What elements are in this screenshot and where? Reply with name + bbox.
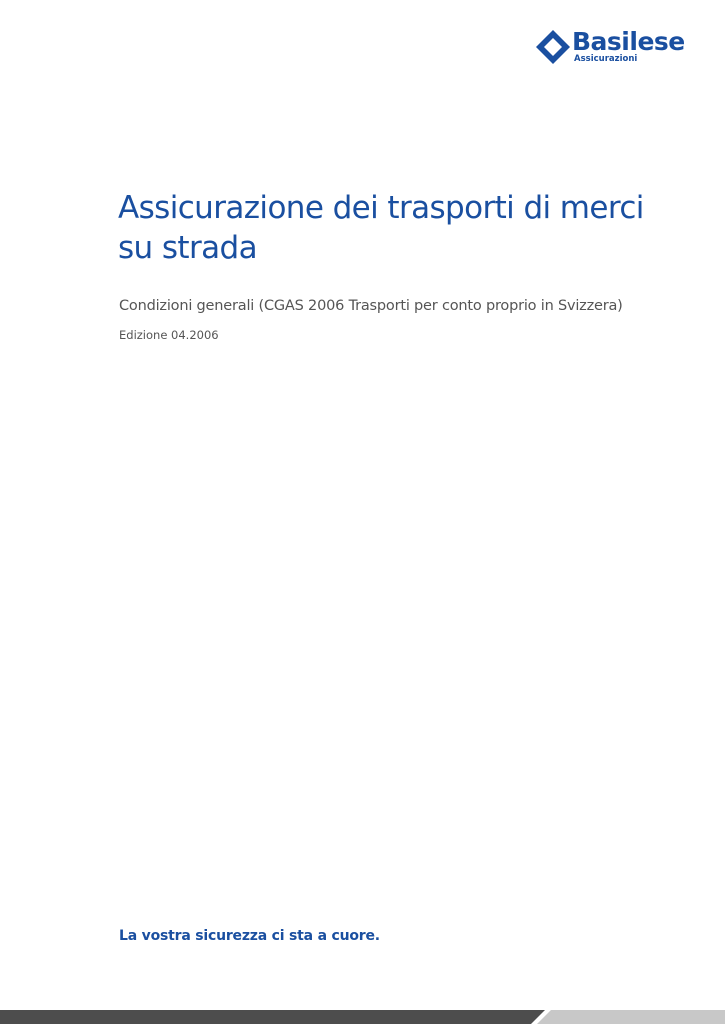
document-title: Assicurazione dei trasporti di merci su strada <box>118 190 644 266</box>
footer-bar <box>0 1010 725 1024</box>
tagline: La vostra sicurezza ci sta a cuore. <box>119 928 380 944</box>
diamond-logo-icon <box>536 30 570 64</box>
logo-subtitle: Assicurazioni <box>574 54 638 64</box>
footer-bar-light <box>537 1010 725 1024</box>
edition-label: Edizione 04.2006 <box>119 328 219 342</box>
document-subtitle: Condizioni generali (CGAS 2006 Trasporti per conto proprio in Svizzera) <box>119 298 623 314</box>
company-logo <box>536 28 686 68</box>
logo-name: Basilese <box>572 27 685 56</box>
footer-bar-dark <box>0 1010 545 1024</box>
